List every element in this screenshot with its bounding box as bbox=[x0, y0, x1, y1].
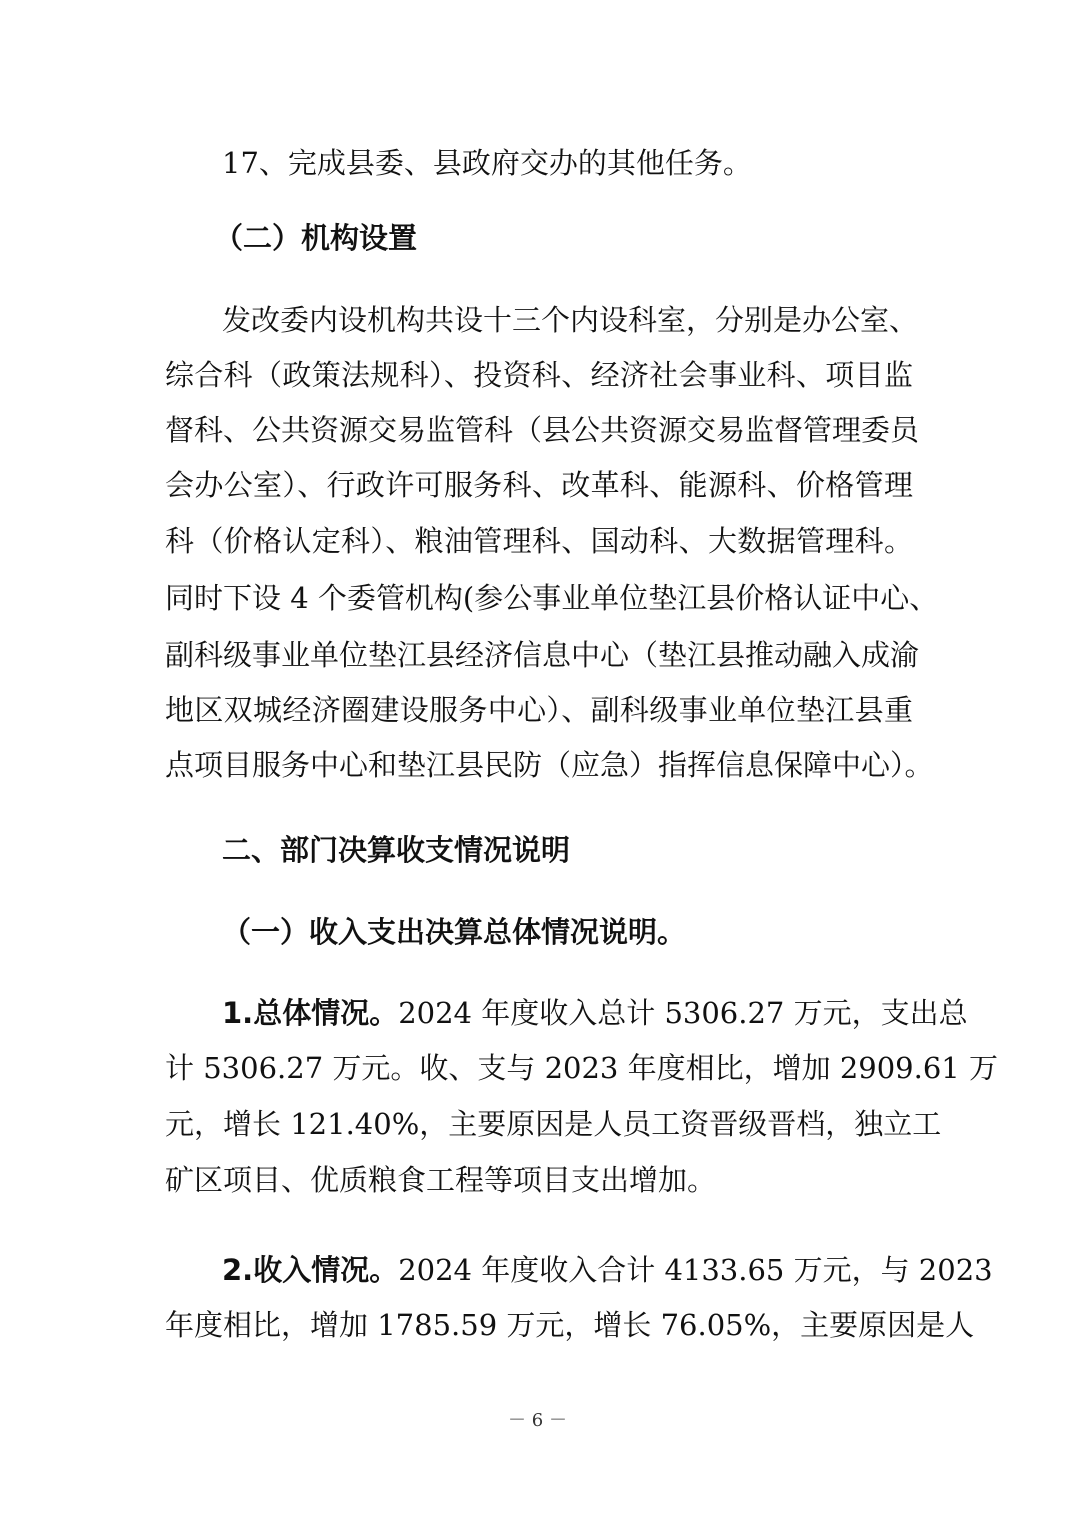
org-line-4: 会办公室）、行政许可服务科、改革科、能源科、价格管理 bbox=[165, 468, 913, 502]
org-line-6: 同时下设 4 个委管机构(参公事业单位垫江县价格认证中心、 bbox=[165, 581, 939, 615]
heading-org-setup: （二）机构设置 bbox=[214, 221, 418, 255]
p1-line-1-text: 2024 年度收入总计 5306.27 万元，支出总 bbox=[398, 996, 968, 1030]
org-line-7: 副科级事业单位垫江县经济信息中心（垫江县推动融入成渝 bbox=[165, 638, 920, 672]
org-line-3: 督科、公共资源交易监管科（县公共资源交易监督管理委员 bbox=[165, 413, 920, 447]
p1-line-2: 计 5306.27 万元。收、支与 2023 年度相比，增加 2909.61 万 bbox=[165, 1051, 998, 1085]
p1-line-1 bbox=[222, 993, 968, 1033]
p1-lead: 1.总体情况。 bbox=[222, 996, 399, 1030]
org-line-5: 科（价格认定科）、粮油管理科、国动科、大数据管理科。 bbox=[165, 524, 913, 558]
heading-section-2-1: （一）收入支出决算总体情况说明。 bbox=[222, 915, 687, 949]
p1-line-4: 矿区项目、优质粮食工程等项目支出增加。 bbox=[165, 1163, 717, 1197]
p2-line-1 bbox=[222, 1250, 993, 1290]
p2-line-1-text: 2024 年度收入合计 4133.65 万元，与 2023 bbox=[398, 1253, 993, 1287]
p2-lead: 2.收入情况。 bbox=[222, 1253, 399, 1287]
p1-line-3: 元，增长 121.40%，主要原因是人员工资晋级晋档，独立工 bbox=[165, 1107, 942, 1141]
item-17: 17、完成县委、县政府交办的其他任务。 bbox=[222, 146, 752, 180]
org-line-9: 点项目服务中心和垫江县民防（应急）指挥信息保障中心）。 bbox=[165, 748, 934, 782]
org-line-1: 发改委内设机构共设十三个内设科室，分别是办公室、 bbox=[222, 303, 919, 337]
heading-section-2: 二、部门决算收支情况说明 bbox=[222, 833, 571, 867]
org-line-2: 综合科（政策法规科）、投资科、经济社会事业科、项目监 bbox=[165, 358, 913, 392]
org-line-8: 地区双城经济圈建设服务中心）、副科级事业单位垫江县重 bbox=[165, 693, 913, 727]
p2-line-2: 年度相比，增加 1785.59 万元，增长 76.05%，主要原因是人 bbox=[165, 1308, 975, 1342]
page-number: － 6 － bbox=[508, 1410, 567, 1431]
